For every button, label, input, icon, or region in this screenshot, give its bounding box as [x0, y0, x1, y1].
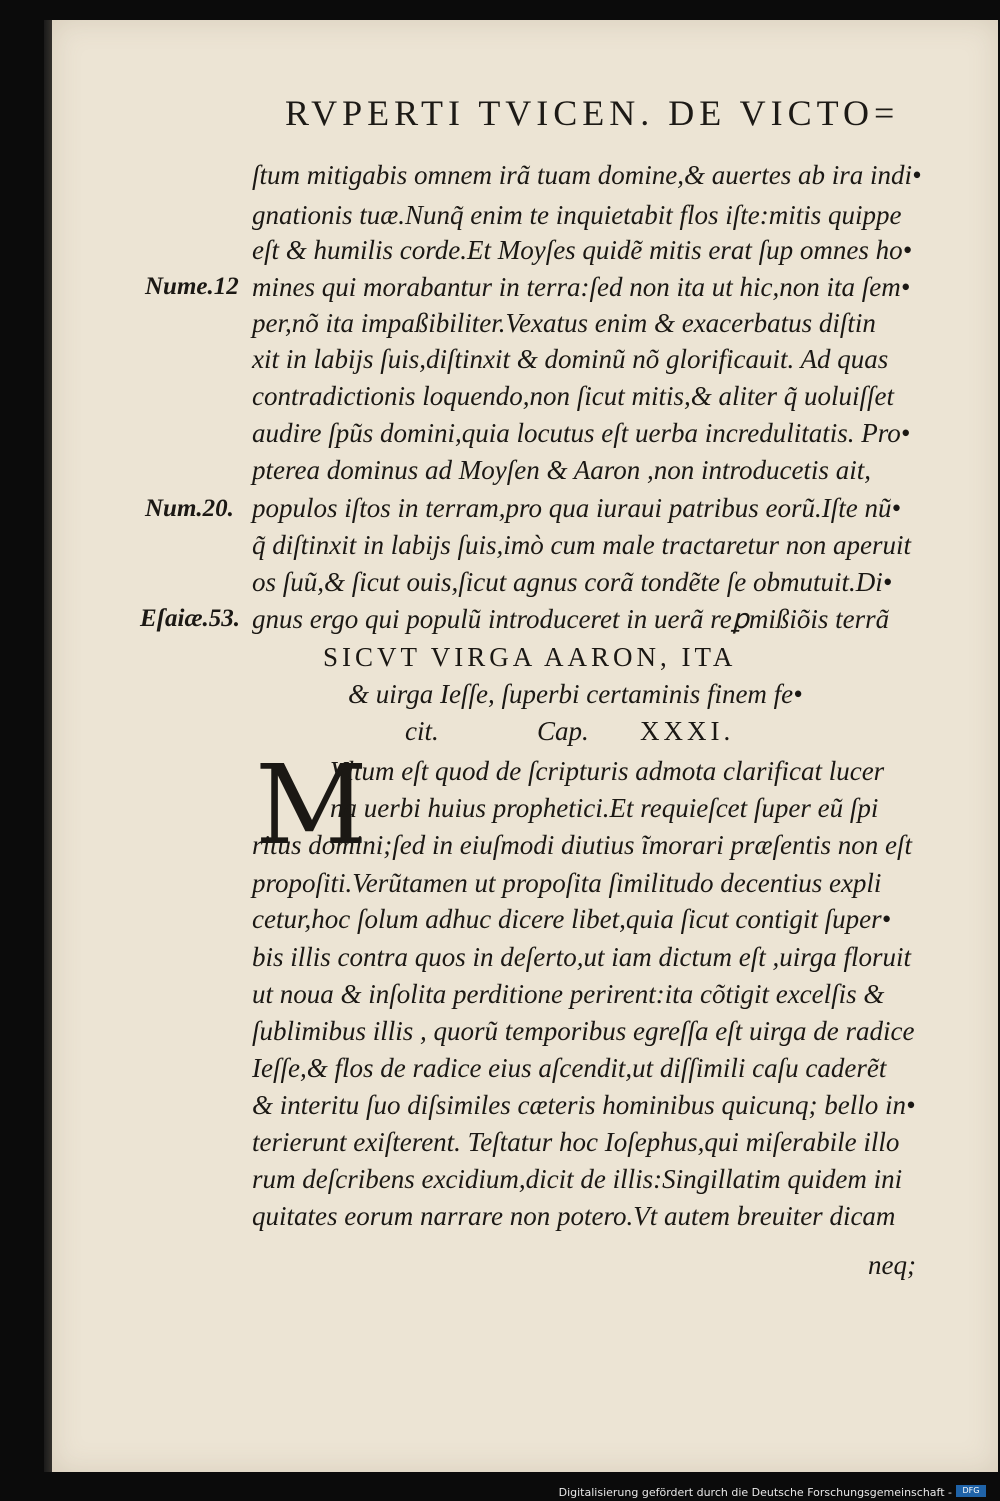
- text-line: os ſuũ,& ſicut ouis,ſicut agnus corã tondẽte ſe obmutuit.Di•: [252, 567, 893, 597]
- text-line: rum deſcribens excidium,dicit de illis:Singillatim quidem ini: [252, 1164, 903, 1194]
- text-line: ut noua & inſolita perditione perirent:ita cõtigit excelſis &: [252, 979, 885, 1009]
- chapter-heading-subtitle: & uirga Ieſſe, ſuperbi certaminis finem fe•: [348, 679, 803, 709]
- text-line: Vltum eſt quod de ſcripturis admota clarificat lucer: [330, 756, 885, 786]
- funding-credit: Digitalisierung gefördert durch die Deutsche Forschungsgemeinschaft -: [558, 1486, 952, 1499]
- text-line: na uerbi huius prophetici.Et requieſcet ſuper eũ ſpi: [330, 793, 879, 823]
- chapter-label: Cap.: [537, 716, 589, 746]
- text-line: ſtum mitigabis omnem irã tuam domine,& auertes ab ira indi•: [252, 160, 922, 190]
- text-line: populos iſtos in terram,pro qua iuraui patribus eorũ.Iſte nũ•: [252, 493, 901, 523]
- drop-cap: M: [255, 741, 368, 869]
- text-line: xit in labijs ſuis,diſtinxit & dominũ nõ glorificauit. Ad quas: [252, 344, 889, 374]
- margin-note: Eſaiæ.53.: [140, 605, 240, 632]
- text-line: ſublimibus illis , quorũ temporibus egreſſa eſt uirga de radice: [252, 1016, 915, 1046]
- text-line: cetur,hoc ſolum adhuc dicere libet,quia ſicut contigit ſuper•: [252, 904, 892, 934]
- text-line: propoſiti.Verũtamen ut propoſita ſimilitudo decentius expli: [252, 868, 882, 898]
- text-line: gnationis tuæ.Nunq̃ enim te inquietabit flos iſte:mitis quippe: [252, 200, 902, 230]
- text-line: & interitu ſuo diſsimiles cæteris hominibus quicunq; bello in•: [252, 1090, 916, 1120]
- text-line: pterea dominus ad Moyſen & Aaron ,non introducetis ait,: [252, 455, 871, 485]
- text-line: q̃ diſtinxit in labijs ſuis,imò cum male tractaretur non aperuit: [252, 530, 911, 560]
- chapter-heading: SICVT VIRGA AARON, ITA: [323, 642, 737, 672]
- text-line: eſt & humilis corde.Et Moyſes quidẽ mitis erat ſup omnes ho•: [252, 235, 913, 265]
- text-line: bis illis contra quos in deſerto,ut iam dictum eſt ,uirga floruit: [252, 942, 911, 972]
- catchword: neq;: [868, 1250, 916, 1280]
- text-line: gnus ergo qui populũ introduceret in uerã reꝑmißiõis terrã: [252, 604, 890, 634]
- text-line: terierunt exiſterent. Teſtatur hoc Ioſephus,qui miſerabile illo: [252, 1127, 900, 1157]
- margin-note: Num.20.: [145, 495, 234, 522]
- text-line: per,nõ ita impaßibiliter.Vexatus enim & exacerbatus diſtin: [252, 308, 876, 338]
- chapter-number: XXXI.: [640, 716, 735, 746]
- margin-note: Nume.12: [145, 273, 239, 300]
- dfg-logo: DFG: [956, 1485, 986, 1497]
- text-line: ritus domini;ſed in eiuſmodi diutius ĩmorari præſentis non eſt: [252, 830, 913, 860]
- chapter-heading-end: cit.: [405, 716, 439, 746]
- text-line: audire ſpũs domini,quia locutus eſt uerba incredulitatis. Pro•: [252, 418, 911, 448]
- running-head: RVPERTI TVICEN. DE VICTO=: [285, 93, 900, 133]
- text-line: quitates eorum narrare non potero.Vt autem breuiter dicam: [252, 1201, 896, 1231]
- text-line: contradictionis loquendo,non ſicut mitis,& aliter q̃ uoluiſſet: [252, 381, 894, 411]
- text-line: mines qui morabantur in terra:ſed non ita ut hic,non ita ſem•: [252, 272, 911, 302]
- text-line: Ieſſe,& flos de radice eius aſcendit,ut diſſimili caſu caderẽt: [252, 1053, 887, 1083]
